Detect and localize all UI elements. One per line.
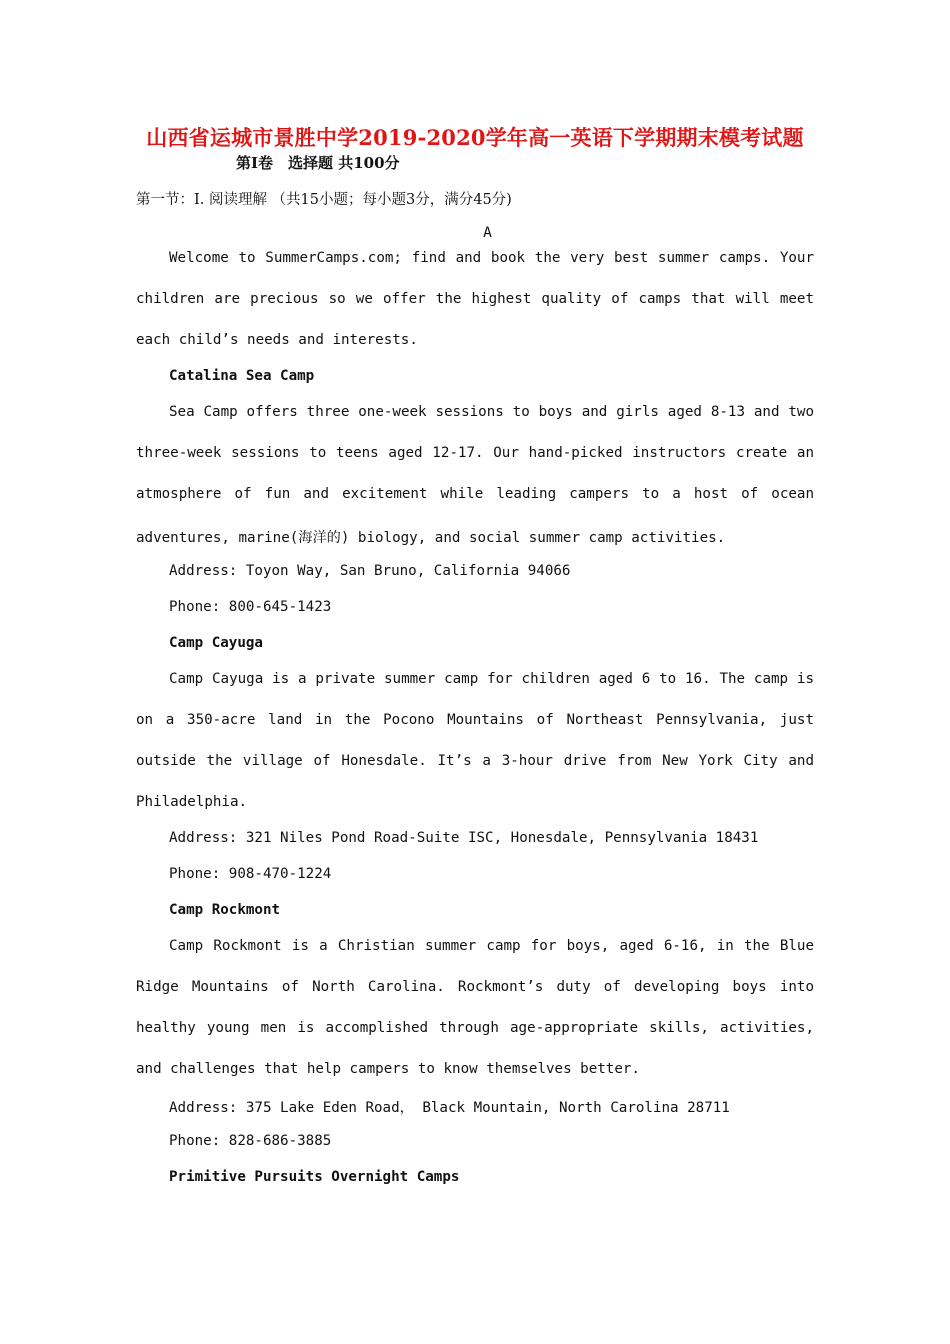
camp-address: Address: 321 Niles Pond Road-Suite ISC, Honesdale, Pennsylvania 18431 [169, 830, 759, 846]
camp-text-line: outside the village of Honesdale. It’s a 3-hour drive from New York City and [136, 753, 814, 769]
camp-heading: Camp Rockmont [169, 902, 281, 918]
camp-text-line: Sea Camp offers three one-week sessions to boys and girls aged 8-13 and two [169, 404, 814, 420]
camp-address: Address: Toyon Way, San Bruno, California 94066 [169, 563, 571, 579]
section-heading: 第一节：I. 阅读理解 （共15小题；每小题3分，满分45分) [136, 192, 512, 208]
passage-label: A [483, 225, 492, 241]
camp-phone: Phone: 828-686-3885 [169, 1133, 332, 1149]
intro-line: Welcome to SummerCamps.com; find and book the very best summer camps. Your [169, 250, 814, 266]
camp-phone: Phone: 908-470-1224 [169, 866, 332, 882]
camp-text-line: atmosphere of fun and excitement while leading campers to a host of ocean [136, 486, 814, 502]
camp-text-line: Camp Cayuga is a private summer camp for children aged 6 to 16. The camp is [169, 671, 814, 687]
document-title: 山西省运城市景胜中学2019-2020学年高一英语下学期期末模考试题 [146, 125, 804, 150]
camp-text-line: Philadelphia. [136, 794, 248, 810]
camp-heading: Primitive Pursuits Overnight Camps [169, 1169, 460, 1185]
camp-text-line: Ridge Mountains of North Carolina. Rockmont’s duty of developing boys into [136, 979, 814, 995]
intro-line: children are precious so we offer the highest quality of camps that will meet [136, 291, 814, 307]
camp-text-line: three-week sessions to teens aged 12-17. Our hand-picked instructors create an [136, 445, 814, 461]
camp-text-line: adventures, marine(海洋的) biology, and social summer camp activities. [136, 530, 726, 546]
camp-text-line: healthy young men is accomplished through age-appropriate skills, activities, [136, 1020, 814, 1036]
camp-text-line: on a 350-acre land in the Pocono Mountains of Northeast Pennsylvania, just [136, 712, 814, 728]
camp-text-line: Camp Rockmont is a Christian summer camp for boys, aged 6-16, in the Blue [169, 938, 814, 954]
intro-line: each child’s needs and interests. [136, 332, 418, 348]
camp-address: Address: 375 Lake Eden Road， Black Mountain, North Carolina 28711 [169, 1100, 730, 1116]
section-subtitle: 第Ⅰ卷 选择题 共100分 [236, 154, 400, 172]
camp-phone: Phone: 800-645-1423 [169, 599, 332, 615]
camp-heading: Catalina Sea Camp [169, 368, 315, 384]
camp-heading: Camp Cayuga [169, 635, 263, 651]
camp-text-line: and challenges that help campers to know themselves better. [136, 1061, 640, 1077]
